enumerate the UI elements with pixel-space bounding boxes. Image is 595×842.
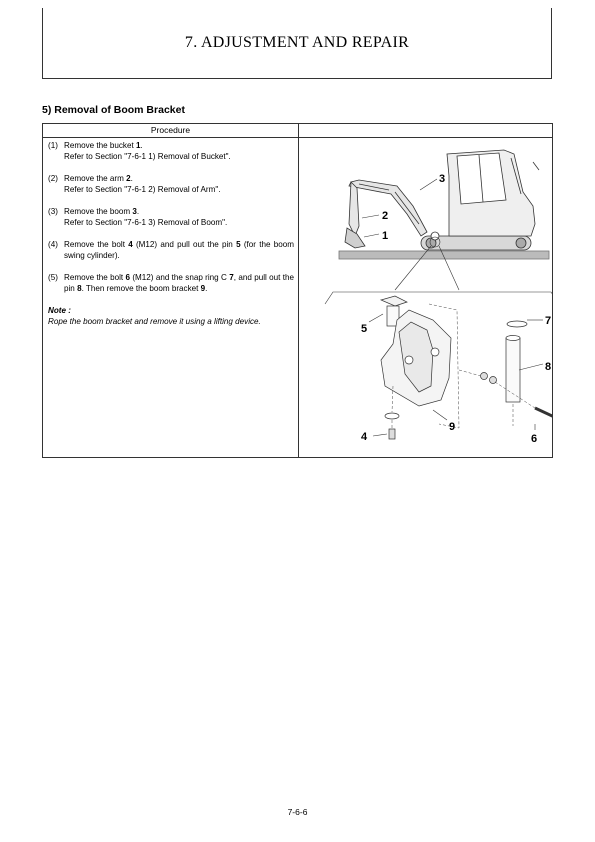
excavator-drawing	[339, 150, 549, 259]
procedure-step: (1) Remove the bucket 1. Refer to Section "7-6-1 1) Removal of Bucket".	[48, 141, 231, 161]
step-number: (2)	[48, 174, 58, 183]
part-ref: 1	[135, 141, 141, 150]
procedure-table	[42, 123, 553, 458]
section-reference: Refer to Section "7-6-1 1) Removal of Bucket".	[64, 151, 231, 161]
part-ref: 7	[229, 273, 234, 282]
part-ref: 3	[132, 207, 137, 216]
part-ref: 6	[125, 273, 130, 282]
procedure-step: (2) Remove the arm 2. Refer to Section "7-6-1 2) Removal of Arm".	[48, 174, 221, 194]
callout-4: 4	[361, 431, 368, 443]
boom-bracket-illustration	[299, 124, 553, 457]
callout-7: 7	[545, 315, 552, 327]
step-number: (3)	[48, 207, 58, 216]
step-number: (4)	[48, 240, 58, 249]
chapter-title: 7. ADJUSTMENT AND REPAIR	[184, 34, 410, 51]
chapter-header-box	[42, 8, 552, 79]
callout-1: 1	[382, 230, 389, 242]
section-reference: Refer to Section "7-6-1 2) Removal of Arm".	[64, 184, 221, 194]
procedure-step: (4) Remove the bolt 4 (M12) and pull out the pin 5 (for the boom swing cylinder).	[48, 240, 294, 260]
callout-3: 3	[439, 173, 446, 185]
procedure-step: (3) Remove the boom 3. Refer to Section "7-6-1 3) Removal of Boom".	[48, 207, 228, 227]
page-number: 7-6-6	[287, 807, 308, 817]
exploded-parts	[381, 296, 553, 439]
note-text: Rope the boom bracket and remove it using a lifting device.	[48, 316, 261, 326]
part-ref: 4	[128, 240, 133, 249]
section-heading: 5) Removal of Boom Bracket	[42, 104, 185, 116]
procedure-steps	[48, 141, 294, 327]
part-ref: 5	[236, 240, 241, 249]
procedure-step: (5) Remove the bolt 6 (M12) and the snap ring C 7, and pull out the pin 8. Then remove the boom bracket 9.	[48, 273, 294, 293]
part-ref: 2	[126, 174, 131, 183]
procedure-header: Procedure	[150, 125, 191, 135]
callout-9: 9	[449, 421, 456, 433]
section-reference: Refer to Section "7-6-1 3) Removal of Boom".	[64, 217, 228, 227]
callout-8: 8	[545, 361, 552, 373]
part-ref: 9	[200, 283, 206, 293]
callout-6: 6	[531, 433, 538, 445]
step-number: (1)	[48, 141, 58, 150]
note-title: Note :	[48, 306, 71, 315]
callout-2: 2	[382, 210, 389, 222]
step-number: (5)	[48, 273, 58, 282]
part-ref: 8	[77, 283, 82, 293]
callout-5: 5	[361, 323, 368, 335]
